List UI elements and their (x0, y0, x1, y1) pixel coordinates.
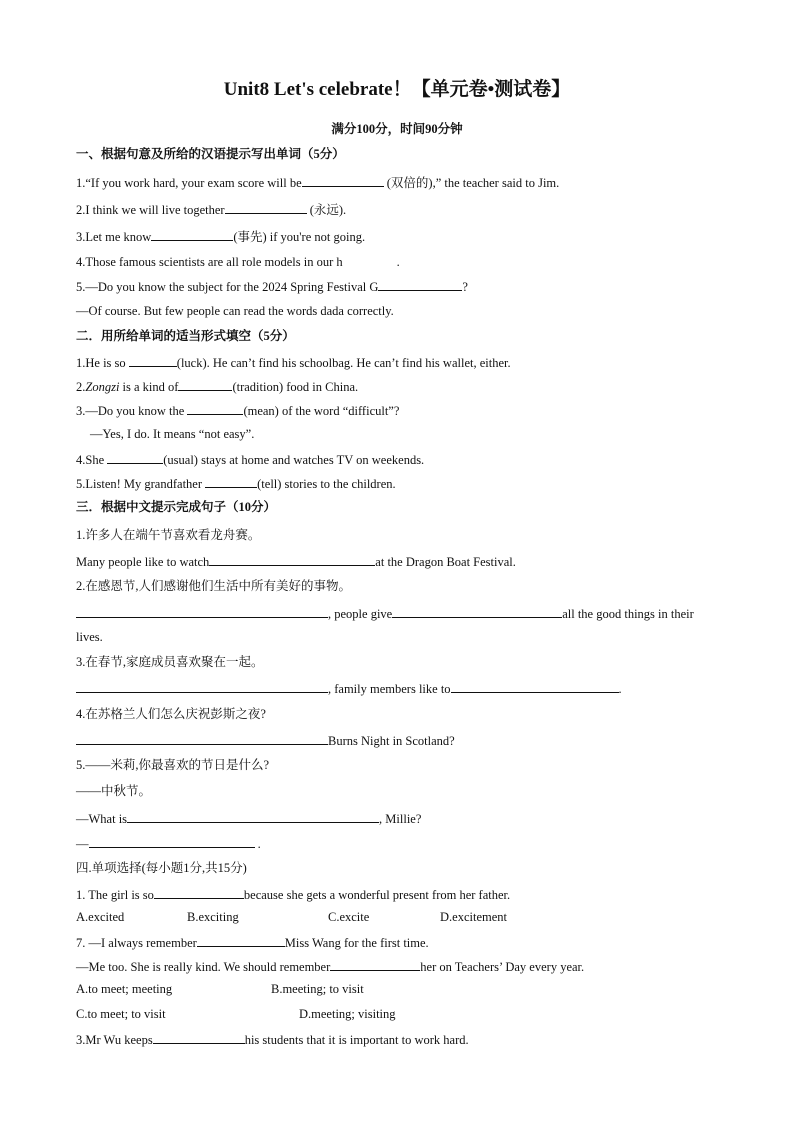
s3-q3-text-a: , family members like to (328, 682, 451, 696)
s3-q2-text-a: , people give (328, 607, 393, 621)
s4-q1-option-b[interactable]: B.exciting (187, 910, 239, 924)
s3-q5-blank-2[interactable] (89, 835, 255, 848)
s2-question-1 (76, 354, 511, 371)
s4-q7-option-b[interactable]: B.meeting; to visit (271, 982, 364, 996)
s1-q4-text: 4.Those famous scientists are all role models in our h (76, 255, 343, 269)
s1-q2-text-b: (永远). (306, 203, 347, 217)
s3-q5-chinese-answer: ——中秋节。 (76, 784, 152, 798)
s1-q3-text-b: (事先) if you're not going. (233, 230, 366, 244)
s4-q1-option-d[interactable]: D.excitement (440, 910, 507, 924)
s3-q5-text-a: —What is (76, 812, 128, 826)
s4-q7-option-c[interactable]: C.to meet; to visit (76, 1007, 166, 1021)
s3-q1-text-a: Many people like to watch (76, 555, 210, 569)
s4-q3-blank[interactable] (153, 1031, 245, 1044)
s3-q1-text-b: at the Dragon Boat Festival. (375, 555, 516, 569)
s2-question-5 (76, 475, 396, 492)
s1-q3-blank[interactable] (151, 228, 233, 241)
s4-q7-text-b: Miss Wang for the first time. (284, 936, 429, 950)
s2-q1-blank[interactable] (129, 354, 177, 367)
s3-q4-text-a: Burns Night in Scotland? (328, 734, 455, 748)
s2-q2-zongzi: Zongzi (85, 380, 120, 394)
s1-q2-blank[interactable] (225, 201, 307, 214)
s3-q3-blank-1[interactable] (76, 680, 328, 693)
section-4-heading: 四.单项选择(每小题1分,共15分) (76, 861, 247, 875)
s3-q3-blank-2[interactable] (451, 680, 619, 693)
s1-question-5 (76, 278, 468, 295)
s2-q2-blank[interactable] (178, 378, 232, 391)
s3-q4-blank[interactable] (76, 732, 328, 745)
s2-q4-text-a: 4.She (76, 453, 108, 467)
page-title: Unit8 Let's celebrate！【单元卷•测试卷】 (223, 79, 571, 100)
s2-q2-text-b: is a kind of (119, 380, 179, 394)
s4-q1-text-a: 1. The girl is so (76, 888, 154, 902)
s4-q1-option-c[interactable]: C.excite (328, 910, 370, 924)
s1-q5-text-a: 5.—Do you know the subject for the 2024 Spring Festival G (76, 280, 379, 294)
s2-q1-text-a: 1.He is so (76, 356, 129, 370)
s2-q2-text-c: (tradition) food in China. (232, 380, 359, 394)
s1-q1-text-a: 1.“If you work hard, your exam score will be (76, 176, 302, 190)
section-2-heading: 二．用所给单词的适当形式填空（5分） (76, 329, 295, 343)
s4-q7-blank-2[interactable] (330, 958, 420, 971)
s3-q1-chinese: 1.许多人在端午节喜欢看龙舟赛。 (76, 528, 261, 542)
s1-q2-text-a: 2.I think we will live together (76, 203, 225, 217)
s3-q3-text-b: . (618, 682, 622, 696)
s4-question-3 (76, 1031, 469, 1048)
section-3-heading: 三．根据中文提示完成句子（10分） (76, 500, 277, 514)
s4-q3-text-a: 3.Mr Wu keeps (76, 1033, 153, 1047)
s2-q5-text-b: (tell) stories to the children. (257, 477, 396, 491)
s2-question-2 (76, 378, 358, 395)
s1-question-1 (76, 174, 559, 191)
s2-q4-blank[interactable] (107, 451, 163, 464)
s3-q5-end: . (254, 837, 261, 851)
s2-q3-text-a: 3.—Do you know the (76, 404, 188, 418)
s4-q7-response (76, 958, 584, 975)
s1-q4-end: . (396, 255, 400, 269)
s3-q5-dash: — (76, 837, 89, 851)
s2-q2-text-a: 2. (76, 380, 86, 394)
s3-question-1 (76, 553, 516, 570)
s2-q3-text-b: (mean) of the word “difficult”? (243, 404, 400, 418)
s4-q7-option-d[interactable]: D.meeting; visiting (299, 1007, 396, 1021)
s3-question-5 (76, 810, 421, 827)
s3-q2-blank-2[interactable] (392, 605, 562, 618)
section-1-heading: 一、根据句意及所给的汉语提示写出单词（5分） (76, 147, 345, 161)
s3-question-4 (76, 732, 455, 749)
s3-q4-chinese: 4.在苏格兰人们怎么庆祝彭斯之夜? (76, 707, 266, 721)
s1-q5-text-b: ? (462, 280, 468, 294)
page-subtitle: 满分100分，时间90分钟 (331, 122, 463, 136)
s4-q7-text-c: —Me too. She is really kind. We should remember (76, 960, 331, 974)
s4-q7-text-a: 7. —I always remember (76, 936, 197, 950)
s3-q5-chinese: 5.——米莉,你最喜欢的节日是什么? (76, 758, 270, 772)
s1-q1-blank[interactable] (302, 174, 384, 187)
s2-q5-text-a: 5.Listen! My grandfather (76, 477, 206, 491)
s1-question-3 (76, 228, 365, 245)
s3-question-3 (76, 680, 622, 697)
s1-question-2 (76, 201, 346, 218)
s3-q2-continued: lives. (76, 630, 103, 644)
s3-question-2 (76, 605, 694, 622)
s1-q5-answer: —Of course. But few people can read the words dada correctly. (76, 304, 394, 318)
s3-q2-text-b: all the good things in their (562, 607, 694, 621)
s1-question-4 (76, 254, 400, 270)
s1-q5-blank[interactable] (378, 278, 462, 291)
s3-q5-text-b: , Millie? (379, 812, 422, 826)
s2-question-4 (76, 451, 424, 468)
s4-q7-text-d: her on Teachers’ Day every year. (420, 960, 585, 974)
s2-q4-text-b: (usual) stays at home and watches TV on weekends. (163, 453, 425, 467)
s3-q5-blank-1[interactable] (127, 810, 379, 823)
s4-q7-option-a[interactable]: A.to meet; meeting (76, 982, 173, 996)
s4-question-7 (76, 934, 429, 951)
s4-q7-blank-1[interactable] (197, 934, 285, 947)
s4-q1-option-a[interactable]: A.excited (76, 910, 125, 924)
s2-q1-text-b: (luck). He can’t find his schoolbag. He can’t find his wallet, either. (176, 356, 511, 370)
s3-q2-chinese: 2.在感恩节,人们感谢他们生活中所有美好的事物。 (76, 579, 352, 593)
s4-q3-text-b: his students that it is important to work hard. (244, 1033, 469, 1047)
s3-q2-blank-1[interactable] (76, 605, 328, 618)
s1-q3-text-a: 3.Let me know (76, 230, 152, 244)
s2-q3-answer: —Yes, I do. It means “not easy”. (90, 427, 255, 441)
s3-q1-blank[interactable] (209, 553, 375, 566)
s4-q1-text-b: because she gets a wonderful present from her father. (243, 888, 511, 902)
s1-q1-text-b: (双倍的),” the teacher said to Jim. (383, 176, 560, 190)
s4-question-1 (76, 886, 510, 903)
s3-q5-response (76, 835, 261, 852)
s2-q3-blank[interactable] (187, 402, 243, 415)
s3-q3-chinese: 3.在春节,家庭成员喜欢聚在一起。 (76, 655, 264, 669)
s2-q5-blank[interactable] (205, 475, 257, 488)
s4-q1-blank[interactable] (154, 886, 244, 899)
s2-question-3 (76, 402, 399, 419)
